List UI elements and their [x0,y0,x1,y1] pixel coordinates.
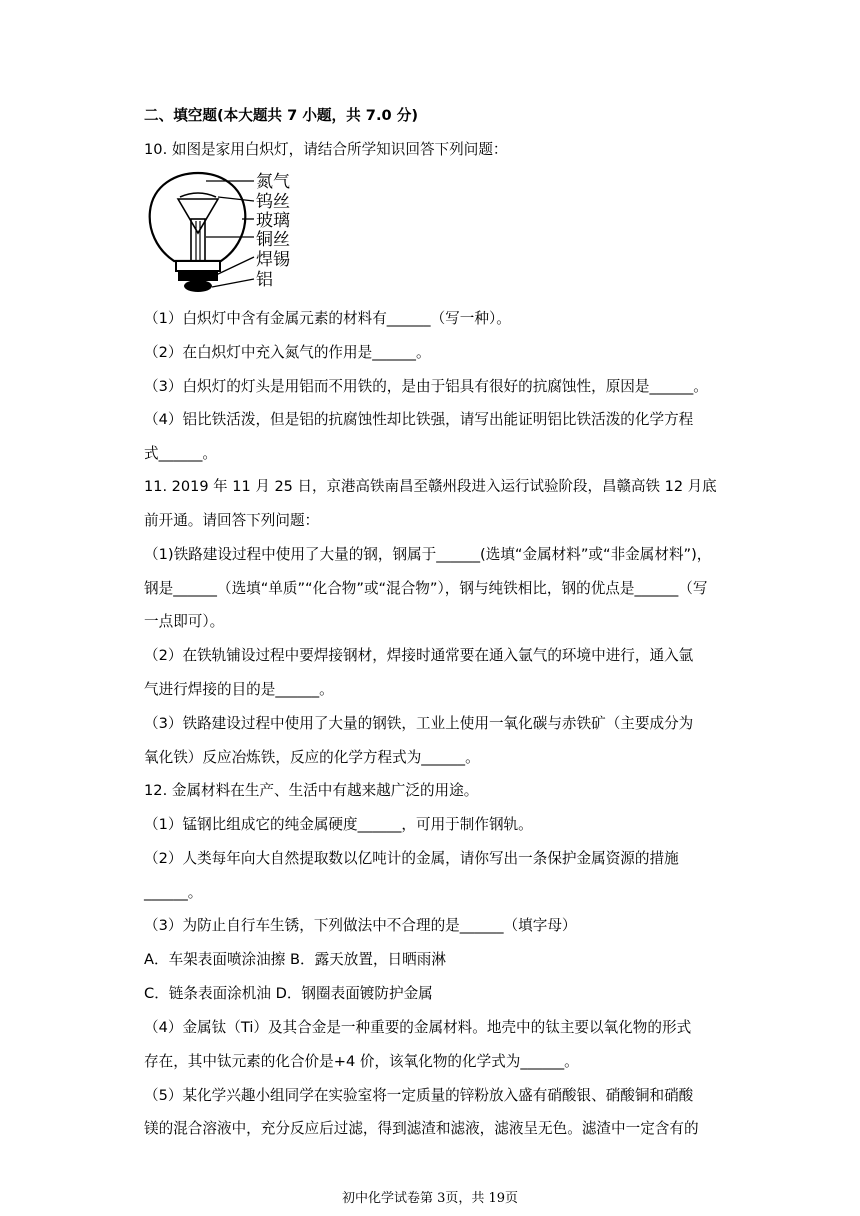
solder-contact [184,280,212,292]
label-nitrogen: 氮气 [256,172,290,192]
q11-part2-line2: 气进行焊接的目的是______。 [144,681,334,698]
label-tungsten: 钨丝 [256,192,290,212]
q12-part1: （1）锰钢比组成它的纯金属硬度______，可用于制作钢轨。 [144,816,533,833]
light-bulb-figure [146,171,306,299]
q12-part3: （3）为防止自行车生锈，下列做法中不合理的是______（填字母） [144,917,577,934]
q12-part2-line2: ______。 [144,884,203,901]
q12-part5-line1: （5）某化学兴趣小组同学在实验室将一定质量的锌粉放入盛有硝酸银、硝酸铜和硝酸 [144,1087,694,1104]
label-glass: 玻璃 [256,211,290,231]
q11-part1-line1: （1)铁路建设过程中使用了大量的钢，钢属于______(选填“金属材料”或“非金属材料”)， [144,546,712,563]
q10-part1: （1）白炽灯中含有金属元素的材料有______（写一种）。 [144,310,511,327]
q12-part4-line1: （4）金属钛（Ti）及其合金是一种重要的金属材料。地壳中的钛主要以氧化物的形式 [144,1019,692,1036]
q12-part5-line2: 镁的混合溶液中，充分反应后过滤，得到滤渣和滤液，滤液呈无色。滤渣中一定含有的 [144,1120,699,1137]
q10-part4-line2: 式______。 [144,445,217,462]
label-solder: 焊锡 [256,250,290,270]
q11-part3-line1: （3）铁路建设过程中使用了大量的钢铁，工业上使用一氧化碳与赤铁矿（主要成分为 [144,715,694,732]
lamp-base-thread [178,271,218,281]
q11-part1-line3: 一点即可）。 [144,613,225,630]
q11-stem-line2: 前开通。请回答下列问题： [144,512,320,529]
q10-part4-line1: （4）铝比铁活泼，但是铝的抗腐蚀性却比铁强，请写出能证明铝比铁活泼的化学方程 [144,411,694,428]
q12-part2-line1: （2）人类每年向大自然提取数以亿吨计的金属，请你写出一条保护金属资源的措施 [144,850,679,867]
q11-part3-line2: 氧化铁）反应冶炼铁，反应的化学方程式为______。 [144,749,480,766]
page-footer: 初中化学试卷第 3页，共 19页 [341,1191,519,1206]
lamp-cap [176,261,220,271]
q12-part4-line2: 存在，其中钛元素的化合价是+4 价，该氧化物的化学式为______。 [144,1053,579,1070]
tungsten-filament [180,193,216,197]
q12-options-ab: A．车架表面喷涂油擦 B．露天放置，日晒雨淋 [144,951,446,968]
section-title: 二、填空题(本大题共 7 小题，共 7.0 分) [144,107,418,124]
q10-part3: （3）白炽灯的灯头是用铝而不用铁的，是由于铝具有很好的抗腐蚀性，原因是______。 [144,378,708,395]
filament-support [178,199,218,233]
label-copper: 铜丝 [256,230,290,250]
q10-part2: （2）在白炽灯中充入氮气的作用是______。 [144,344,431,361]
label-aluminum: 铝 [256,270,273,290]
q10-stem: 10. 如图是家用白炽灯，请结合所学知识回答下列问题： [144,141,508,158]
q12-options-cd: C．链条表面涂机油 D．钢圈表面镀防护金属 [144,985,433,1002]
light-bulb-diagram [146,171,306,299]
q12-stem: 12. 金属材料在生产、生活中有越来越广泛的用途。 [144,782,479,799]
q11-part1-line2: 钢是______（选填“单质”“化合物”或“混合物”），钢与纯铁相比，钢的优点是______（写 [144,580,708,597]
glass-outline [150,173,246,261]
q11-stem-line1: 11. 2019 年 11 月 25 日，京港高铁南昌至赣州段进入运行试验阶段，昌赣高铁 12 月底 [144,479,717,495]
q11-part2-line1: （2）在铁轨铺设过程中要焊接钢材，焊接时通常要在通入氩气的环境中进行，通入氩 [144,647,694,664]
